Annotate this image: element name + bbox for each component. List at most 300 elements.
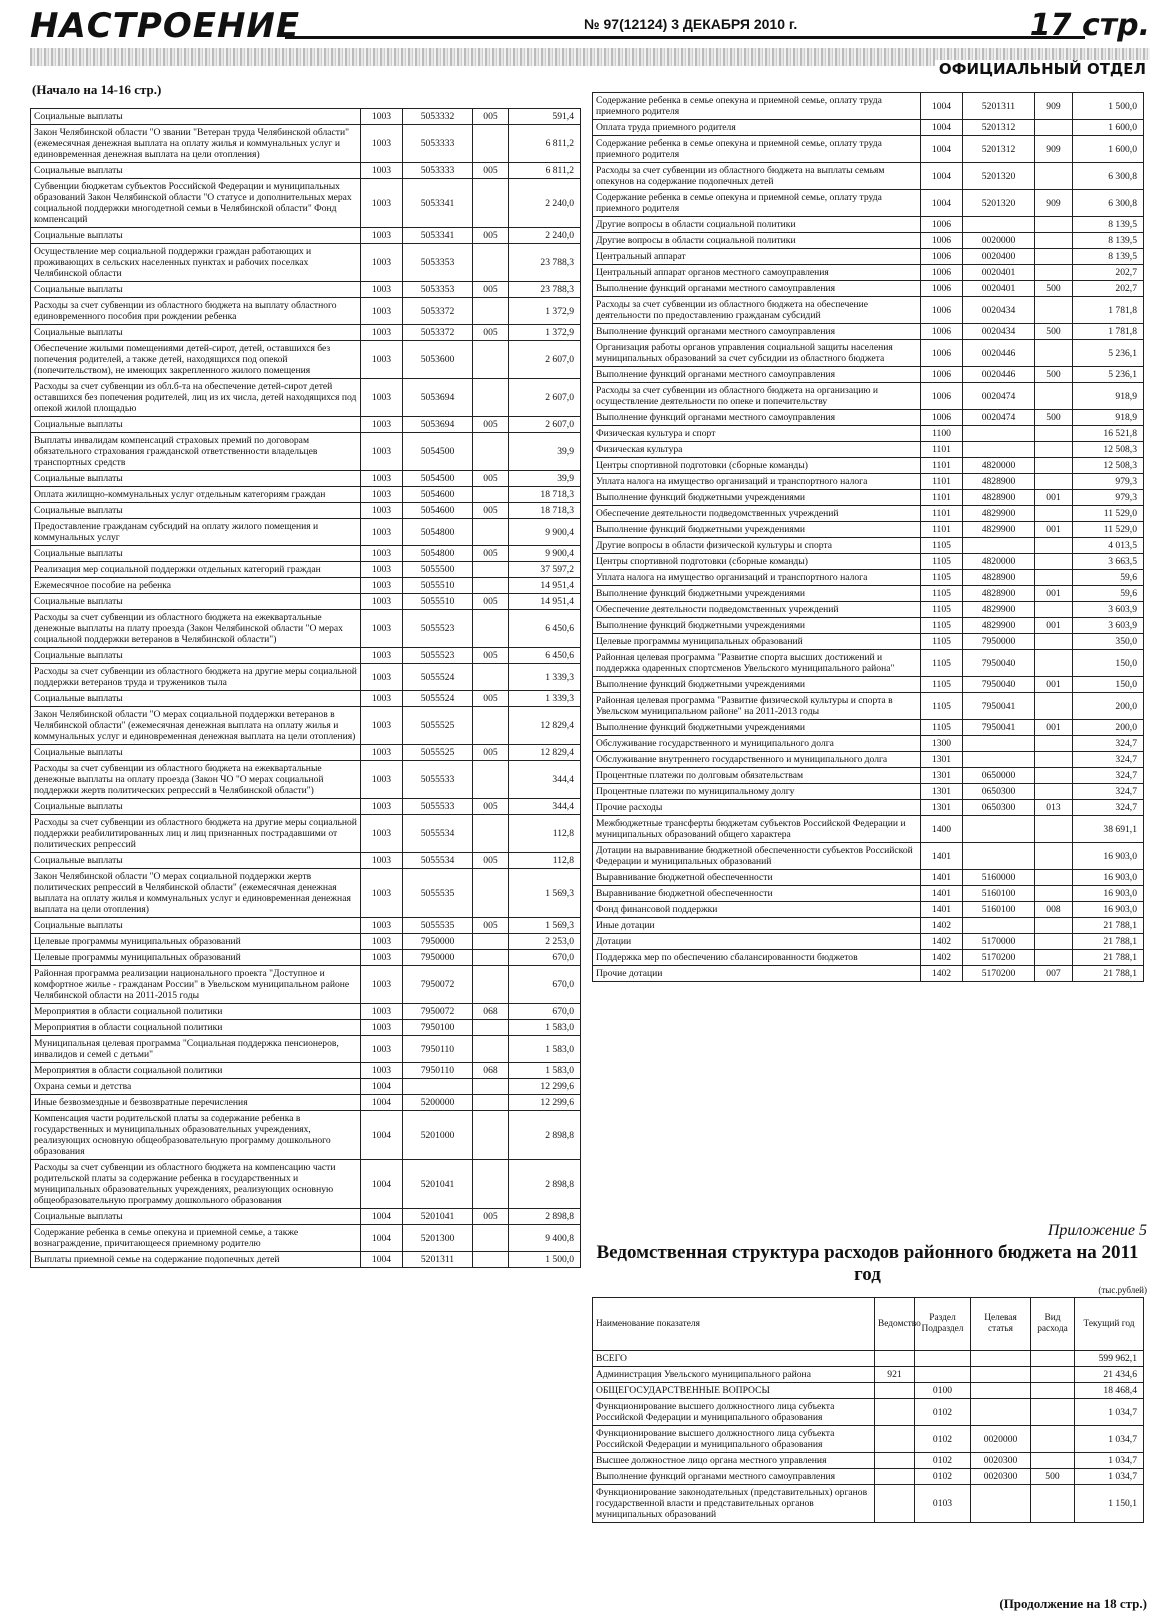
table-row: [31, 1036, 581, 1063]
row-code: [1035, 870, 1073, 886]
row-label: Районная целевая программа "Развитие спорта высших достижений и поддержка одаренных спортсменов Увельского муниципального района": [593, 650, 921, 677]
row-label: Закон Челябинской области "О мерах социальной поддержки ветеранов в Челябинской области" (ежемесячная денежная выплата на оплату жилья и коммунальных услуг и единовременная денежная выплата на цели отопления): [31, 707, 361, 745]
row-code: 1004: [361, 1111, 403, 1160]
row-amount: 9 400,8: [509, 1225, 581, 1252]
row-amount: 1 583,0: [509, 1063, 581, 1079]
row-label: Муниципальная целевая программа "Социальная поддержка пенсионеров, инвалидов и семей с детьми": [31, 1036, 361, 1063]
row-code: [1035, 752, 1073, 768]
row-code: 1003: [361, 163, 403, 179]
row-label: Выполнение функций органами местного самоуправления: [593, 367, 921, 383]
row-code: 5201041: [403, 1209, 473, 1225]
table-row: [31, 799, 581, 815]
row-code: 5055500: [403, 562, 473, 578]
row-label: Выполнение функций органами местного самоуправления: [593, 324, 921, 340]
row-amount: 979,3: [1073, 490, 1144, 506]
row-label: Социальные выплаты: [31, 745, 361, 761]
row-code: 7950040: [963, 677, 1035, 693]
row-amount: 12 829,4: [509, 745, 581, 761]
table-row: [593, 570, 1144, 586]
table-row: [31, 1004, 581, 1020]
row-label: Социальные выплаты: [31, 691, 361, 707]
row-code: 005: [473, 325, 509, 341]
row-code: 1003: [361, 745, 403, 761]
table-row: [593, 297, 1144, 324]
row-code: [1035, 265, 1073, 281]
row-code: 1101: [921, 442, 963, 458]
row-code: 1003: [361, 648, 403, 664]
row-code: [1035, 233, 1073, 249]
row-code: 1006: [921, 217, 963, 233]
row-label: Расходы за счет субвенции из областного бюджета на ежеквартальные денежные выплаты на плату проезда (Закон Челябинской области "О мерах социальной поддержки ветеранов в Челябинской области"): [31, 610, 361, 648]
row-amount: 1 569,3: [509, 918, 581, 934]
row-amount: 12 508,3: [1073, 458, 1144, 474]
row-amount: 14 951,4: [509, 578, 581, 594]
row-code: [1035, 886, 1073, 902]
row-code: [963, 217, 1035, 233]
row-code: 1402: [921, 918, 963, 934]
row-label: Прочие расходы: [593, 800, 921, 816]
row-code: [963, 816, 1035, 843]
row-amount: 14 951,4: [509, 594, 581, 610]
row-code: 5053333: [403, 163, 473, 179]
row-code: 1401: [921, 902, 963, 918]
row-code: 0020434: [963, 297, 1035, 324]
row-code: 005: [473, 228, 509, 244]
row-amount: 16 903,0: [1073, 843, 1144, 870]
row-code: 1003: [361, 853, 403, 869]
row-code: 1004: [921, 120, 963, 136]
row-code: 1003: [361, 815, 403, 853]
row-label: Обеспечение деятельности подведомственных учреждений: [593, 602, 921, 618]
row-code: 1003: [361, 298, 403, 325]
table-row: [593, 458, 1144, 474]
table-row: [31, 707, 581, 745]
row-code: 1003: [361, 379, 403, 417]
row-code: 5053372: [403, 298, 473, 325]
row-label: Осуществление мер социальной поддержки граждан работающих и проживающих в сельских населенных пунктах и рабочих поселках Челябинской области: [31, 244, 361, 282]
row-code: 1003: [361, 503, 403, 519]
table-row: [593, 474, 1144, 490]
row-code: [1031, 1383, 1075, 1399]
table-row: [31, 578, 581, 594]
row-code: 1101: [921, 506, 963, 522]
row-code: 001: [1035, 586, 1073, 602]
table-row: [593, 233, 1144, 249]
row-amount: 324,7: [1073, 768, 1144, 784]
row-code: 5055525: [403, 707, 473, 745]
table-row: [593, 522, 1144, 538]
row-code: 1004: [361, 1160, 403, 1209]
table-row: [31, 1020, 581, 1036]
row-label: Социальные выплаты: [31, 109, 361, 125]
row-amount: 1 034,7: [1075, 1469, 1144, 1485]
row-code: 1105: [921, 634, 963, 650]
row-code: 5170200: [963, 966, 1035, 982]
row-label: Дотации на выравнивание бюджетной обеспеченности субъектов Российской Федерации и муниципальных образований: [593, 843, 921, 870]
row-label: Выполнение функций бюджетными учреждениями: [593, 677, 921, 693]
row-code: 4828900: [963, 586, 1035, 602]
row-code: 7950000: [403, 934, 473, 950]
table-row: [593, 217, 1144, 233]
row-code: 5053332: [403, 109, 473, 125]
row-amount: 59,6: [1073, 570, 1144, 586]
row-label: Обслуживание государственного и муниципального долга: [593, 736, 921, 752]
row-amount: 200,0: [1073, 720, 1144, 736]
row-code: 5053353: [403, 244, 473, 282]
table-row: [31, 341, 581, 379]
table-row: [31, 664, 581, 691]
row-amount: 979,3: [1073, 474, 1144, 490]
table-row: [31, 1209, 581, 1225]
row-code: 1105: [921, 538, 963, 554]
table-row: [31, 519, 581, 546]
row-amount: 9 900,4: [509, 546, 581, 562]
row-code: [473, 179, 509, 228]
row-code: 0020000: [971, 1426, 1031, 1453]
row-code: 500: [1035, 324, 1073, 340]
row-amount: 1 500,0: [509, 1252, 581, 1268]
table-row: [31, 244, 581, 282]
row-label: Высшее должностное лицо органа местного управления: [593, 1453, 875, 1469]
row-code: 1006: [921, 383, 963, 410]
row-amount: 1 339,3: [509, 691, 581, 707]
row-code: 1003: [361, 125, 403, 163]
row-code: [1035, 816, 1073, 843]
row-code: 7950041: [963, 720, 1035, 736]
row-code: [1031, 1453, 1075, 1469]
row-code: 1105: [921, 554, 963, 570]
row-code: 0020434: [963, 324, 1035, 340]
table-row: [593, 634, 1144, 650]
row-code: 0102: [915, 1426, 971, 1453]
row-amount: 3 663,5: [1073, 554, 1144, 570]
row-amount: 12 829,4: [509, 707, 581, 745]
row-label: Процентные платежи по муниципальному долгу: [593, 784, 921, 800]
table-row: [593, 602, 1144, 618]
row-code: [1035, 918, 1073, 934]
table-row: [593, 281, 1144, 297]
row-amount: 6 300,8: [1073, 163, 1144, 190]
row-amount: 1 372,9: [509, 298, 581, 325]
row-amount: 344,4: [509, 761, 581, 799]
table-row: [31, 1095, 581, 1111]
row-code: [473, 1252, 509, 1268]
row-code: 5055510: [403, 578, 473, 594]
row-code: 1003: [361, 578, 403, 594]
row-code: 0650300: [963, 784, 1035, 800]
row-code: 500: [1031, 1469, 1075, 1485]
row-code: 5054800: [403, 519, 473, 546]
row-amount: 670,0: [509, 1004, 581, 1020]
row-code: [1035, 634, 1073, 650]
table-row: [593, 1469, 1144, 1485]
table-row: [31, 471, 581, 487]
header-cell: Текущий год: [1075, 1298, 1144, 1351]
row-code: 068: [473, 1063, 509, 1079]
row-amount: 591,4: [509, 109, 581, 125]
row-amount: 670,0: [509, 966, 581, 1004]
row-label: Социальные выплаты: [31, 799, 361, 815]
table-row: [593, 816, 1144, 843]
row-code: [473, 341, 509, 379]
row-code: 1004: [361, 1252, 403, 1268]
row-code: [1035, 554, 1073, 570]
row-code: [1035, 650, 1073, 677]
row-code: [963, 442, 1035, 458]
row-code: [473, 1079, 509, 1095]
row-code: 5055534: [403, 853, 473, 869]
row-code: 005: [473, 853, 509, 869]
row-code: 5170200: [963, 950, 1035, 966]
row-code: [875, 1469, 915, 1485]
row-code: 1401: [921, 886, 963, 902]
row-label: Другие вопросы в области физической культуры и спорта: [593, 538, 921, 554]
table-row: [593, 163, 1144, 190]
row-label: Субвенции бюджетам субъектов Российской Федерации и муниципальных образований Закон Челябинской области "О статусе и дополнительных мерах социальной поддержки многодетной семьи в Челябинской области" Фонд компенсаций: [31, 179, 361, 228]
row-code: 1006: [921, 281, 963, 297]
row-code: [1035, 570, 1073, 586]
row-code: [473, 1036, 509, 1063]
row-code: 5054600: [403, 487, 473, 503]
page-number: 17 стр.: [1029, 8, 1150, 43]
row-code: [473, 1095, 509, 1111]
row-label: Выполнение функций органами местного самоуправления: [593, 1469, 875, 1485]
row-label: Целевые программы муниципальных образований: [31, 950, 361, 966]
row-label: Оплата жилищно-коммунальных услуг отдельным категориям граждан: [31, 487, 361, 503]
row-code: [1035, 120, 1073, 136]
row-code: 5053341: [403, 179, 473, 228]
table-row: [593, 190, 1144, 217]
row-code: 5201320: [963, 190, 1035, 217]
row-code: [875, 1351, 915, 1367]
row-code: 1003: [361, 325, 403, 341]
row-code: 1402: [921, 966, 963, 982]
table-row: [593, 538, 1144, 554]
row-label: Выравнивание бюджетной обеспеченности: [593, 886, 921, 902]
table-row: [593, 506, 1144, 522]
row-label: Мероприятия в области социальной политики: [31, 1004, 361, 1020]
row-code: 1003: [361, 799, 403, 815]
table-row: [593, 650, 1144, 677]
row-code: 005: [473, 503, 509, 519]
row-amount: 2 607,0: [509, 341, 581, 379]
row-code: [473, 761, 509, 799]
row-label: Центральный аппарат: [593, 249, 921, 265]
row-code: [1035, 538, 1073, 554]
row-code: [1035, 784, 1073, 800]
row-code: 1006: [921, 324, 963, 340]
row-code: [1035, 934, 1073, 950]
right-budget-table: [592, 92, 1144, 982]
row-code: 1105: [921, 602, 963, 618]
row-code: 1301: [921, 784, 963, 800]
row-label: ОБЩЕГОСУДАРСТВЕННЫЕ ВОПРОСЫ: [593, 1383, 875, 1399]
row-amount: 8 139,5: [1073, 233, 1144, 249]
row-amount: 12 299,6: [509, 1079, 581, 1095]
row-amount: 2 898,8: [509, 1160, 581, 1209]
row-code: 1105: [921, 720, 963, 736]
row-label: Иные безвозмездные и безвозвратные перечисления: [31, 1095, 361, 1111]
table-row: [593, 784, 1144, 800]
row-code: 5201311: [403, 1252, 473, 1268]
row-code: 1006: [921, 249, 963, 265]
row-code: 1003: [361, 950, 403, 966]
row-label: Содержание ребенка в семье опекуна и приемной семье, оплату труда приемного родителя: [593, 93, 921, 120]
row-code: [473, 1225, 509, 1252]
row-code: 4829900: [963, 522, 1035, 538]
row-amount: 150,0: [1073, 650, 1144, 677]
row-amount: 670,0: [509, 950, 581, 966]
row-code: [971, 1351, 1031, 1367]
row-label: Оплата труда приемного родителя: [593, 120, 921, 136]
row-code: 5053372: [403, 325, 473, 341]
row-label: Социальные выплаты: [31, 471, 361, 487]
row-code: 1105: [921, 677, 963, 693]
row-code: [473, 562, 509, 578]
row-code: [473, 1020, 509, 1036]
row-label: Физическая культура: [593, 442, 921, 458]
table-row: [593, 249, 1144, 265]
table-row: [593, 554, 1144, 570]
row-label: Мероприятия в области социальной политики: [31, 1020, 361, 1036]
row-code: 005: [473, 799, 509, 815]
row-code: 005: [473, 163, 509, 179]
row-code: 1003: [361, 1020, 403, 1036]
row-code: 1003: [361, 519, 403, 546]
row-code: [1035, 474, 1073, 490]
row-code: [915, 1351, 971, 1367]
row-code: 921: [875, 1367, 915, 1383]
row-code: 1003: [361, 179, 403, 228]
row-code: 7950072: [403, 1004, 473, 1020]
row-code: 5200000: [403, 1095, 473, 1111]
row-code: [473, 707, 509, 745]
row-code: 1003: [361, 869, 403, 918]
row-amount: 6 811,2: [509, 125, 581, 163]
row-amount: 18 718,3: [509, 503, 581, 519]
row-amount: 2 898,8: [509, 1209, 581, 1225]
row-amount: 18 468,4: [1075, 1383, 1144, 1399]
table-row: [593, 1351, 1144, 1367]
row-code: 0103: [915, 1485, 971, 1523]
row-amount: 11 529,0: [1073, 506, 1144, 522]
row-label: Поддержка мер по обеспечению сбалансированности бюджетов: [593, 950, 921, 966]
row-label: Целевые программы муниципальных образований: [593, 634, 921, 650]
row-code: [1035, 383, 1073, 410]
row-code: [963, 736, 1035, 752]
row-label: Социальные выплаты: [31, 503, 361, 519]
row-amount: 23 788,3: [509, 244, 581, 282]
row-code: 1006: [921, 410, 963, 426]
table-row: [31, 417, 581, 433]
row-code: 1105: [921, 570, 963, 586]
row-code: 1004: [361, 1209, 403, 1225]
row-code: 1003: [361, 341, 403, 379]
row-code: 0020300: [971, 1469, 1031, 1485]
row-code: 5170000: [963, 934, 1035, 950]
row-label: Выполнение функций бюджетными учреждениями: [593, 586, 921, 602]
table-row: [31, 433, 581, 471]
row-label: Выполнение функций бюджетными учреждениями: [593, 618, 921, 634]
row-amount: 16 903,0: [1073, 902, 1144, 918]
row-label: Выполнение функций бюджетными учреждениями: [593, 720, 921, 736]
row-code: 1006: [921, 265, 963, 281]
row-amount: 4 013,5: [1073, 538, 1144, 554]
row-code: [963, 538, 1035, 554]
table-row: [593, 490, 1144, 506]
table-row: [593, 918, 1144, 934]
table-row: [593, 1426, 1144, 1453]
header-cell: Ведомство: [875, 1298, 915, 1351]
department-title: ОФИЦИАЛЬНЫЙ ОТДЕЛ: [935, 60, 1150, 78]
row-code: 4829900: [963, 602, 1035, 618]
table-row: [593, 442, 1144, 458]
table-row: [31, 163, 581, 179]
row-code: 5201000: [403, 1111, 473, 1160]
row-amount: 8 139,5: [1073, 249, 1144, 265]
row-label: Закон Челябинской области "О звании "Ветеран труда Челябинской области" (ежемесячная денежная выплата на оплату жилья и коммунальных услуг и единовременная денежная выплата на цели отопления): [31, 125, 361, 163]
row-code: 0020400: [963, 249, 1035, 265]
table-row: [31, 1063, 581, 1079]
table-row: [593, 93, 1144, 120]
row-code: [1031, 1426, 1075, 1453]
row-label: Расходы за счет субвенции из областного бюджета на другие меры социальной поддержки ветеранов труда и тружеников тыла: [31, 664, 361, 691]
row-code: 1402: [921, 950, 963, 966]
row-code: 005: [473, 282, 509, 298]
row-amount: 6 450,6: [509, 610, 581, 648]
row-code: 5160100: [963, 886, 1035, 902]
row-code: [875, 1399, 915, 1426]
row-code: 1003: [361, 761, 403, 799]
row-code: 5201041: [403, 1160, 473, 1209]
row-code: 500: [1035, 281, 1073, 297]
table-row: [593, 934, 1144, 950]
row-amount: 21 788,1: [1073, 950, 1144, 966]
row-label: Предоставление гражданам субсидий на оплату жилого помещения и коммунальных услуг: [31, 519, 361, 546]
masthead-rule: [285, 36, 1085, 39]
row-code: [1035, 950, 1073, 966]
row-code: 1004: [361, 1225, 403, 1252]
row-code: 005: [473, 691, 509, 707]
row-code: [473, 869, 509, 918]
table-row: [31, 1079, 581, 1095]
row-label: Расходы за счет субвенции из областного бюджета на обеспечение деятельности по предоставлению гражданам субсидий: [593, 297, 921, 324]
row-code: 5055524: [403, 664, 473, 691]
row-amount: 21 788,1: [1073, 966, 1144, 982]
row-amount: 1 500,0: [1073, 93, 1144, 120]
row-amount: 1 600,0: [1073, 120, 1144, 136]
row-code: 008: [1035, 902, 1073, 918]
row-label: Уплата налога на имущество организаций и транспортного налога: [593, 474, 921, 490]
row-code: 1004: [361, 1095, 403, 1111]
table-row: [31, 1225, 581, 1252]
row-code: 0020474: [963, 383, 1035, 410]
table-row: [593, 966, 1144, 982]
row-label: Обслуживание внутреннего государственного и муниципального долга: [593, 752, 921, 768]
row-code: 1003: [361, 562, 403, 578]
row-code: 5054600: [403, 503, 473, 519]
issue-number: № 97(12124) 3 ДЕКАБРЯ 2010 г.: [578, 16, 803, 32]
table-row: [593, 1453, 1144, 1469]
row-code: [1031, 1485, 1075, 1523]
row-label: Охрана семьи и детства: [31, 1079, 361, 1095]
row-code: [971, 1383, 1031, 1399]
row-amount: 1 583,0: [509, 1036, 581, 1063]
row-label: Районная программа реализации национального проекта "Доступное и комфортное жилье - гражданам России" в Увельском муниципальном районе Челябинской области на 2011-2015 годы: [31, 966, 361, 1004]
row-amount: 324,7: [1073, 800, 1144, 816]
row-code: 1004: [361, 1079, 403, 1095]
row-label: Целевые программы муниципальных образований: [31, 934, 361, 950]
